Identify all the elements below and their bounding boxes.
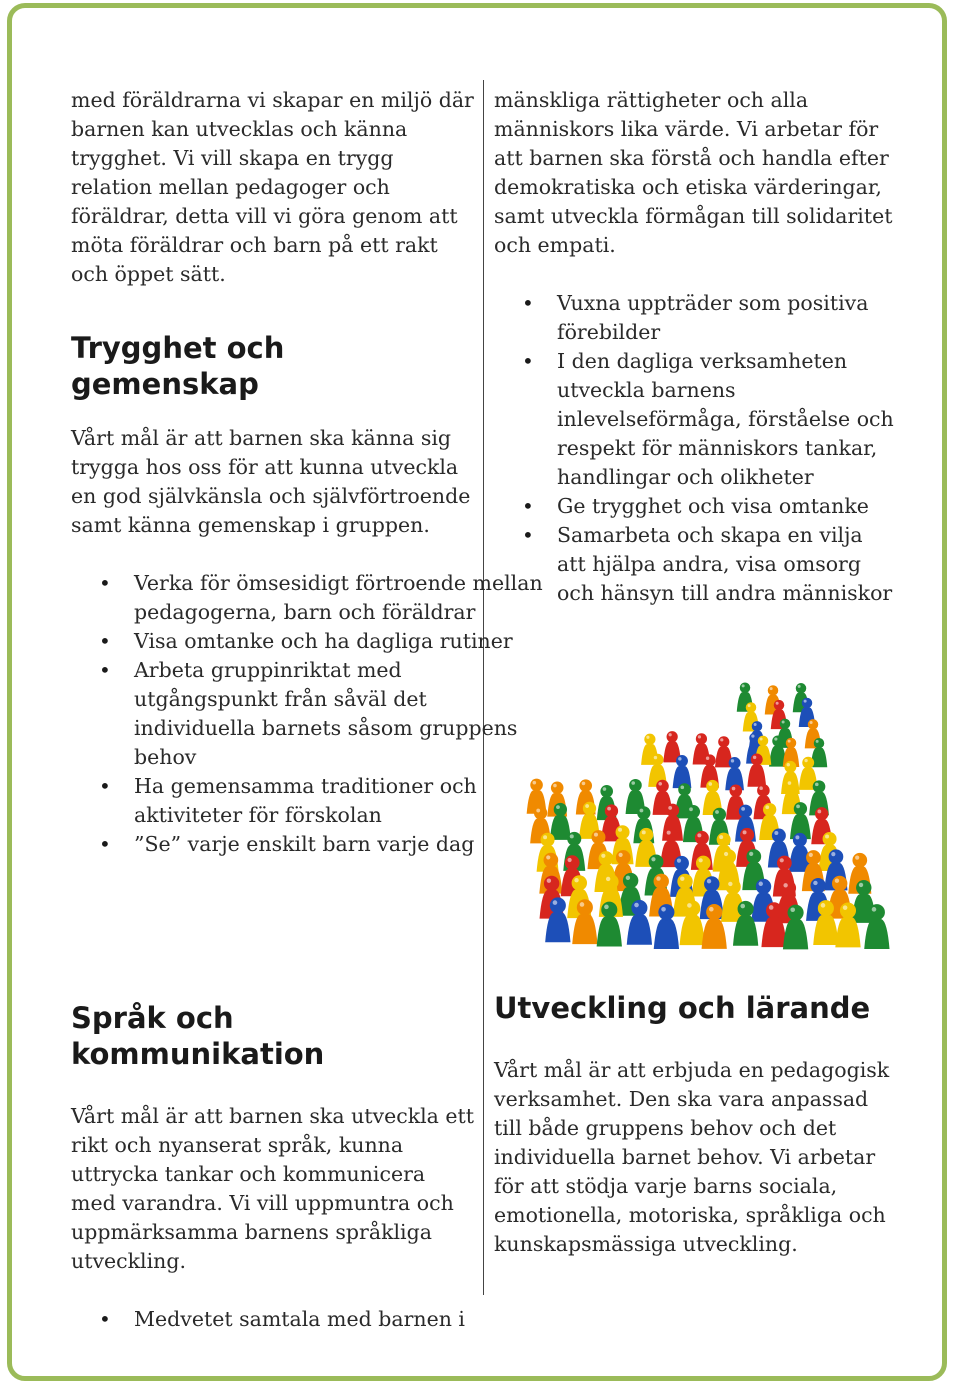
list-item: • Ha gemensamma traditioner och aktiviteter för förskolan bbox=[71, 772, 547, 830]
right-column-top bbox=[494, 86, 894, 608]
heading-sprak: Språk och kommunikation bbox=[71, 1001, 325, 1071]
right-bullet-list bbox=[494, 289, 894, 608]
heading-utveckling: Utveckling och lärande bbox=[494, 991, 871, 1025]
left-column-bottom bbox=[71, 1000, 476, 1334]
list-item: • Arbeta gruppinriktat med utgångspunkt från såväl det individuella barnets såsom gruppens behov bbox=[71, 656, 547, 772]
list-item: • Medvetet samtala med barnen i bbox=[71, 1305, 547, 1334]
list-item: • Verka för ömsesidigt förtroende mellan pedagogerna, barn och föräldrar bbox=[71, 569, 547, 627]
utveckling-paragraph: Vårt mål är att erbjuda en pedagogisk verksamhet. Den ska vara anpassad till både gruppens behov och det individuella barnet behov. Vi arbetar för att stödja varje barns sociala, emotionella, motoriska, språkliga och kunskapsmässiga utveckling. bbox=[494, 1058, 890, 1256]
right-intro-paragraph: mänskliga rättigheter och alla människors lika värde. Vi arbetar för att barnen ska förstå och handla efter demokratiska och etiska värderingar, samt utveckla förmågan till solidaritet och empati. bbox=[494, 88, 893, 257]
left-column-top bbox=[71, 86, 543, 859]
trygghet-bullet-list bbox=[0, 569, 547, 859]
list-item: • I den dagliga verksamheten utveckla barnens inlevelseförmåga, förståelse och respekt för människors tankar, handlingar och olikheter bbox=[494, 347, 894, 492]
list-item: • Visa omtanke och ha dagliga rutiner bbox=[71, 627, 547, 656]
game-pieces-image bbox=[495, 660, 935, 950]
list-item: • Vuxna uppträder som positiva förebilder bbox=[494, 289, 894, 347]
list-item: • Ge trygghet och visa omtanke bbox=[494, 492, 894, 521]
sprak-bullet-list bbox=[0, 1305, 547, 1334]
right-column-bottom bbox=[494, 990, 894, 1259]
heading-trygghet: Trygghet och gemenskap bbox=[71, 331, 285, 401]
list-item: • Samarbeta och skapa en vilja att hjälpa andra, visa omsorg och hänsyn till andra människor bbox=[494, 521, 894, 608]
sprak-paragraph: Vårt mål är att barnen ska utveckla ett rikt och nyanserat språk, kunna uttrycka tankar och kommunicera med varandra. Vi vill uppmuntra och uppmärksamma barnens språkliga utveckling. bbox=[71, 1104, 475, 1273]
list-item: • ”Se” varje enskilt barn varje dag bbox=[71, 830, 547, 859]
left-intro-paragraph: med föräldrarna vi skapar en miljö där barnen kan utvecklas och känna trygghet. Vi vill skapa en trygg relation mellan pedagoger och föräldrar, detta vill vi göra genom att möta föräldrar och barn på ett rakt och öppet sätt. bbox=[71, 88, 474, 286]
trygghet-paragraph: Vårt mål är att barnen ska känna sig trygga hos oss för att kunna utveckla en god självkänsla och självförtroende samt känna gemenskap i gruppen. bbox=[71, 426, 471, 537]
